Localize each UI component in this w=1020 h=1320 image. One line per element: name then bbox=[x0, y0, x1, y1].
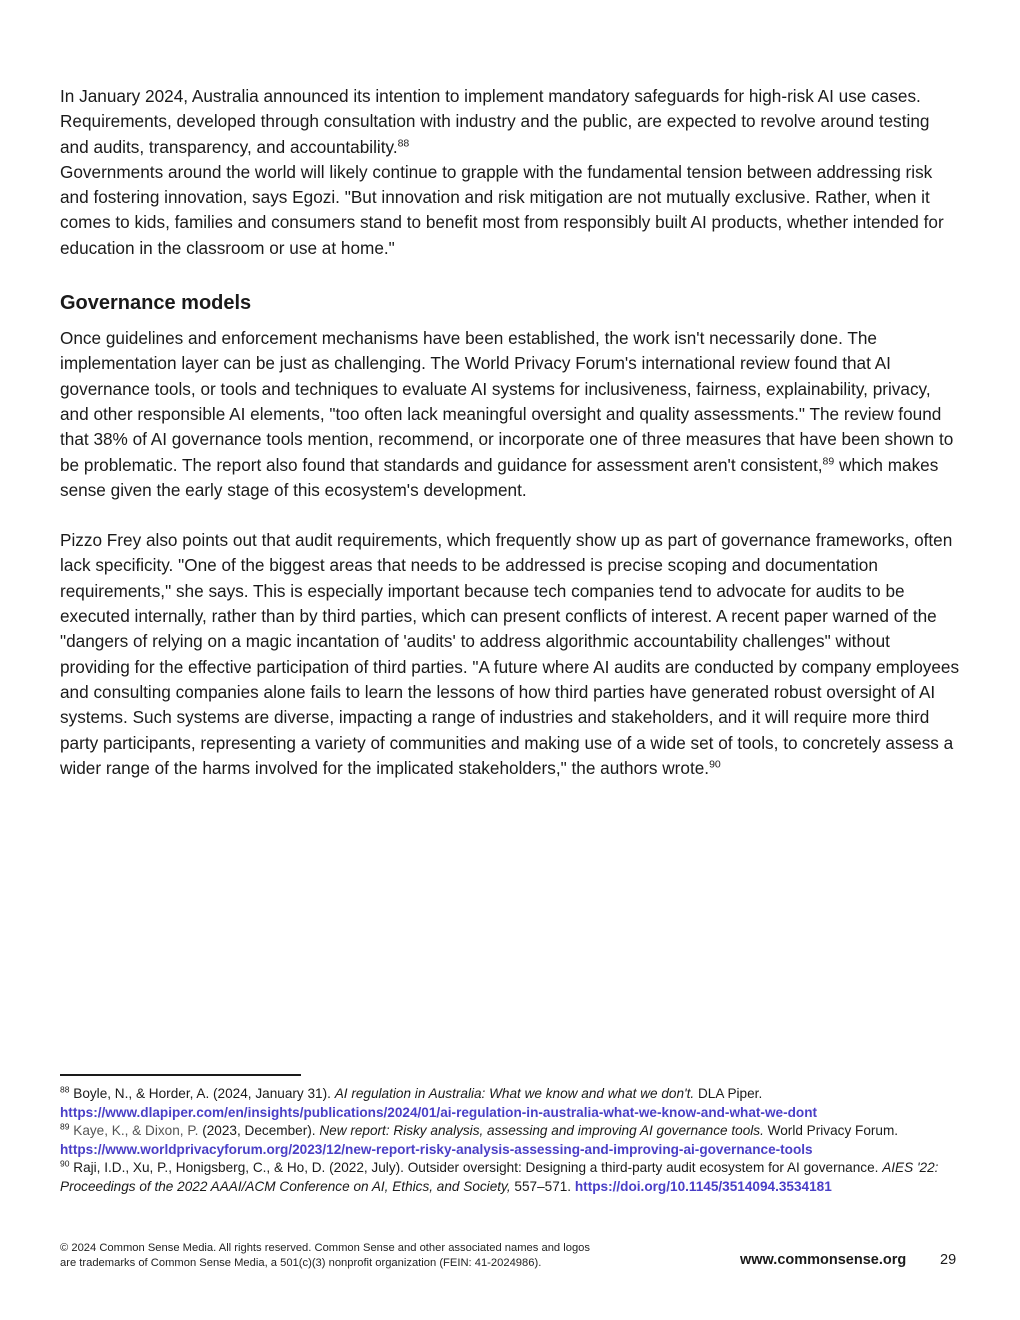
footnote-pages: 557–571. bbox=[514, 1178, 572, 1194]
footnote-publisher: DLA Piper. bbox=[697, 1086, 763, 1101]
section-heading: Governance models bbox=[60, 292, 252, 315]
paragraph-text: Pizzo Frey also points out that audit requirements, which frequently show up as part of governance frameworks, often lack specificity. "One of the biggest areas that needs to be addressed is precise scoping and documentation requirements," she says. This is especially important because tech companies tend to advocate for audits to be executed internally, rather than by third parties, which can present conflicts of interest. A recent paper warned of the "dangers of relying on a magic incantation of 'audits' to address algorithmic accountability challenges" without providing for the effective participation of third parties. "A future where AI audits are conducted by company employees and consulting companies alone fails to learn the lessons of how third parties have generated robust oversight of AI systems. Such systems are diverse, impacting a range of industries and stakeholders, and it will require more third party participants, representing a variety of communities and making use of a wide set of tools, to concretely assess a wider range of the harms involved for the implicated stakeholders," the authors wrote. bbox=[60, 530, 960, 778]
footnote-ref-89[interactable]: 89 bbox=[822, 454, 835, 467]
paragraph-text: In January 2024, Australia announced its intention to implement mandatory safeguards for high-risk AI use cases. Requirements, developed through consultation with industry and the public, are expected to revolve around testing and audits, transparency, and accountability. bbox=[60, 86, 930, 157]
footnote-number: 88 bbox=[60, 1084, 70, 1095]
footnote-link[interactable]: https://www.worldprivacyforum.org/2023/12/new-report-risky-analysis-assessing-and-improving-ai-governance-tools bbox=[60, 1141, 813, 1157]
footnote-90 bbox=[60, 1159, 962, 1196]
page-number: 29 bbox=[940, 1252, 957, 1268]
footnote-authors: Raji, I.D., Xu, P., Honigsberg, C., & Ho, D. (2022, July). Outsider oversight: Designing a third-party audit ecosystem for AI governance. bbox=[73, 1160, 879, 1175]
footnote-authors: Kaye, K., & Dixon, P. bbox=[73, 1123, 199, 1138]
footnote-title: New report: Risky analysis, assessing and improving AI governance tools. bbox=[319, 1123, 764, 1138]
footnote-88 bbox=[60, 1085, 962, 1122]
copyright-line: © 2024 Common Sense Media. All rights reserved. Common Sense and other associated names and logos bbox=[60, 1242, 590, 1254]
footnote-title: AIES '22: Proceedings of the 2022 AAAI/ACM Conference on AI, Ethics, and Society, bbox=[60, 1160, 939, 1194]
paragraph-egozi: Governments around the world will likely continue to grapple with the fundamental tension between addressing risk and fostering innovation, says Egozi. "But innovation and risk mitigation are not mutually exclusive. Rather, when it comes to kids, families and consumers stand to benefit most from responsibly built AI products, whether intended for education in the classroom or use at home." bbox=[60, 161, 944, 258]
footnotes bbox=[60, 1085, 962, 1196]
footnote-link[interactable]: https://www.dlapiper.com/en/insights/publications/2024/01/ai-regulation-in-australia-what-we-know-and-what-we-dont bbox=[60, 1104, 818, 1120]
footnote-ref-88[interactable]: 88 bbox=[397, 136, 410, 149]
footnote-date: (2023, December). bbox=[202, 1123, 316, 1138]
paragraph-australia bbox=[60, 84, 962, 160]
footnote-number: 90 bbox=[60, 1158, 70, 1169]
footer-site-link[interactable]: www.commonsense.org bbox=[740, 1252, 907, 1268]
footnote-publisher: World Privacy Forum. bbox=[767, 1123, 899, 1138]
paragraph-audits bbox=[60, 528, 962, 781]
footnote-link[interactable]: https://doi.org/10.1145/3514094.3534181 bbox=[574, 1178, 832, 1194]
footer-copyright bbox=[60, 1241, 680, 1270]
paragraph-governance bbox=[60, 326, 962, 503]
footnote-authors: Boyle, N., & Horder, A. (2024, January 31). bbox=[73, 1086, 331, 1101]
footnote-divider bbox=[60, 1074, 301, 1076]
paragraph-text: Once guidelines and enforcement mechanisms have been established, the work isn't necessarily done. The implementation layer can be just as challenging. The World Privacy Forum's international review found that AI governance tools, or tools and techniques to evaluate AI systems for inclusiveness, fairness, explainability, privacy, and other responsible AI elements, "too often lack meaningful oversight and quality assessments." The review found that 38% of AI governance tools mention, recommend, or incorporate one of three measures that have been shown to be problematic. The report also found that standards and guidance for assessment aren't consistent, bbox=[60, 328, 954, 475]
footnote-number: 89 bbox=[60, 1121, 70, 1132]
footnote-89 bbox=[60, 1122, 962, 1159]
copyright-line: are trademarks of Common Sense Media, a 501(c)(3) nonprofit organization (FEIN: 41-2024986). bbox=[60, 1256, 542, 1269]
footnote-ref-90[interactable]: 90 bbox=[709, 758, 721, 771]
footnote-title: AI regulation in Australia: What we know and what we don't. bbox=[334, 1086, 695, 1101]
main-content bbox=[60, 84, 962, 781]
paragraph-text: which makes sense given the early stage of this ecosystem's development. bbox=[60, 454, 939, 500]
